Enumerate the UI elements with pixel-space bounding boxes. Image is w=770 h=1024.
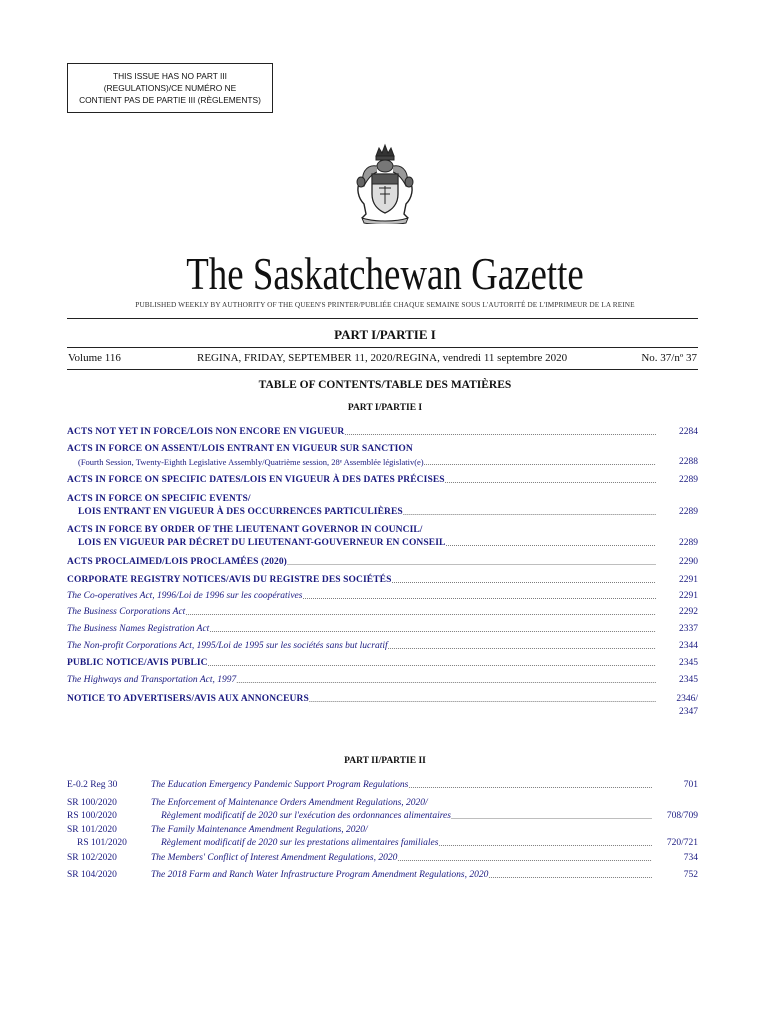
coat-of-arms-icon — [352, 142, 418, 224]
entry-page: 2344 — [679, 641, 698, 651]
entry-page: 2288 — [679, 457, 698, 467]
regulation-code: E-0.2 Reg 30 — [67, 780, 118, 790]
top-rule — [67, 318, 698, 319]
entry-page-continued: 2347 — [679, 707, 698, 717]
toc-entry[interactable] — [67, 640, 698, 653]
toc-entry[interactable] — [67, 524, 698, 550]
toc-entry[interactable] — [67, 443, 698, 469]
regulation-page: 734 — [683, 853, 698, 863]
toc-entry[interactable] — [67, 674, 698, 687]
regulation-page: 720/721 — [666, 838, 698, 848]
entry-page: 2291 — [679, 591, 698, 601]
entry-title: NOTICE TO ADVERTISERS/AVIS AUX ANNONCEURS — [67, 694, 309, 704]
toc-entry[interactable] — [67, 693, 698, 719]
regulation-title: The 2018 Farm and Ranch Water Infrastructure Program Amendment Regulations, 2020 — [151, 870, 489, 880]
entry-title: The Business Corporations Act — [67, 607, 186, 617]
part-ii-label: PART II/PARTIE II — [344, 756, 426, 766]
toc-entry[interactable] — [67, 426, 698, 439]
toc-title: TABLE OF CONTENTS/TABLE DES MATIÈRES — [258, 379, 512, 391]
entry-page: 2289 — [679, 475, 698, 485]
part-i-label: PART I/PARTIE I — [347, 403, 423, 413]
regulation-title-fr: Règlement modificatif de 2020 sur les prestations alimentaires familiales — [161, 838, 439, 848]
entry-title: ACTS IN FORCE BY ORDER OF THE LIEUTENANT GOVERNOR IN COUNCIL/ — [67, 525, 423, 535]
entry-page: 2346/ — [676, 694, 698, 704]
entry-title: The Co-operatives Act, 1996/Loi de 1996 sur les coopératives — [67, 591, 303, 601]
entry-page: 2345 — [679, 658, 698, 668]
toc-entry[interactable] — [67, 574, 698, 587]
regulation-page: 701 — [683, 780, 698, 790]
entry-title: ACTS IN FORCE ON SPECIFIC EVENTS/ — [67, 494, 251, 504]
entry-page: 2337 — [679, 624, 698, 634]
entry-title: The Business Names Registration Act — [67, 624, 210, 634]
entry-title: The Non-profit Corporations Act, 1995/Loi de 1995 sur les sociétés sans but lucratif — [67, 641, 388, 651]
regulation-code: SR 104/2020 — [67, 870, 117, 880]
entry-page: 2291 — [679, 575, 698, 585]
volume-number: Volume 116 — [68, 352, 121, 364]
entry-page: 2289 — [679, 507, 698, 517]
volume-row — [67, 352, 698, 368]
toc-entry[interactable] — [67, 606, 698, 619]
entry-title: The Highways and Transportation Act, 1997 — [67, 675, 237, 685]
regulation-code: SR 100/2020 — [67, 798, 117, 808]
toc-entry[interactable] — [67, 590, 698, 603]
notice-line-3: CONTIENT PAS DE PARTIE III (RÈGLEMENTS) — [79, 95, 261, 105]
part-header: PART I/PARTIE I — [334, 327, 436, 342]
entry-page: 2345 — [679, 675, 698, 685]
toc-entry[interactable] — [67, 623, 698, 636]
toc-entry[interactable] — [67, 474, 698, 487]
header-rule — [67, 347, 698, 348]
entry-title-continued: LOIS EN VIGUEUR PAR DÉCRET DU LIEUTENANT-GOUVERNEUR EN CONSEIL — [78, 538, 446, 548]
entry-page: 2289 — [679, 538, 698, 548]
gazette-title: The Saskatchewan Gazette — [186, 249, 584, 299]
entry-title: PUBLIC NOTICE/AVIS PUBLIC — [67, 658, 208, 668]
entry-title-continued: LOIS ENTRANT EN VIGUEUR À DES OCCURRENCES PARTICULIÈRES — [78, 507, 403, 517]
notice-line-2: (REGULATIONS)/CE NUMÉRO NE — [103, 83, 237, 93]
regulation-code: SR 101/2020 — [67, 825, 117, 835]
toc-entry[interactable] — [67, 493, 698, 519]
regulation-title: The Family Maintenance Amendment Regulations, 2020/ — [151, 825, 368, 835]
publisher-line: PUBLISHED WEEKLY BY AUTHORITY OF THE QUEEN'S PRINTER/PUBLIÉE CHAQUE SEMAINE SOUS L'AUTORITÉ DE L'IMPRIMEUR DE LA REINE — [135, 300, 635, 309]
regulation-title: The Education Emergency Pandemic Support Program Regulations — [151, 780, 409, 790]
notice-line-1: THIS ISSUE HAS NO PART III — [112, 71, 228, 81]
regulation-title-fr: Règlement modificatif de 2020 sur l'exécution des ordonnances alimentaires — [161, 811, 451, 821]
regulation-title: The Enforcement of Maintenance Orders Amendment Regulations, 2020/ — [151, 798, 428, 808]
entry-title: ACTS NOT YET IN FORCE/LOIS NON ENCORE EN VIGUEUR — [67, 427, 345, 437]
regulation-title: The Members' Conflict of Interest Amendment Regulations, 2020 — [151, 853, 398, 863]
entry-title: ACTS IN FORCE ON SPECIFIC DATES/LOIS EN VIGUEUR À DES DATES PRÉCISES — [67, 475, 445, 485]
entry-subtitle: (Fourth Session, Twenty-Eighth Legislative Assembly/Quatrième session, 28ᵉ Assemblée législativ(e) — [78, 457, 424, 467]
entry-title: CORPORATE REGISTRY NOTICES/AVIS DU REGISTRE DES SOCIÉTÉS — [67, 575, 392, 585]
entry-page: 2292 — [679, 607, 698, 617]
toc-entry[interactable] — [67, 657, 698, 670]
entry-page: 2290 — [679, 557, 698, 567]
volume-rule — [67, 369, 698, 370]
dateline: REGINA, FRIDAY, SEPTEMBER 11, 2020/REGINA, vendredi 11 septembre 2020 — [197, 352, 568, 364]
regulation-code: SR 102/2020 — [67, 853, 117, 863]
regulation-code-fr: RS 101/2020 — [77, 838, 127, 848]
regulation-page: 708/709 — [666, 811, 698, 821]
entry-page: 2284 — [679, 427, 698, 437]
issue-number: No. 37/nº 37 — [641, 352, 697, 364]
regulation-page: 752 — [683, 870, 698, 880]
entry-title: ACTS PROCLAIMED/LOIS PROCLAMÉES (2020) — [67, 557, 287, 567]
regulation-code-fr: RS 100/2020 — [67, 811, 117, 821]
toc-entry[interactable] — [67, 556, 698, 569]
no-part-iii-notice — [67, 63, 273, 113]
entry-title: ACTS IN FORCE ON ASSENT/LOIS ENTRANT EN VIGUEUR SUR SANCTION — [67, 444, 413, 454]
